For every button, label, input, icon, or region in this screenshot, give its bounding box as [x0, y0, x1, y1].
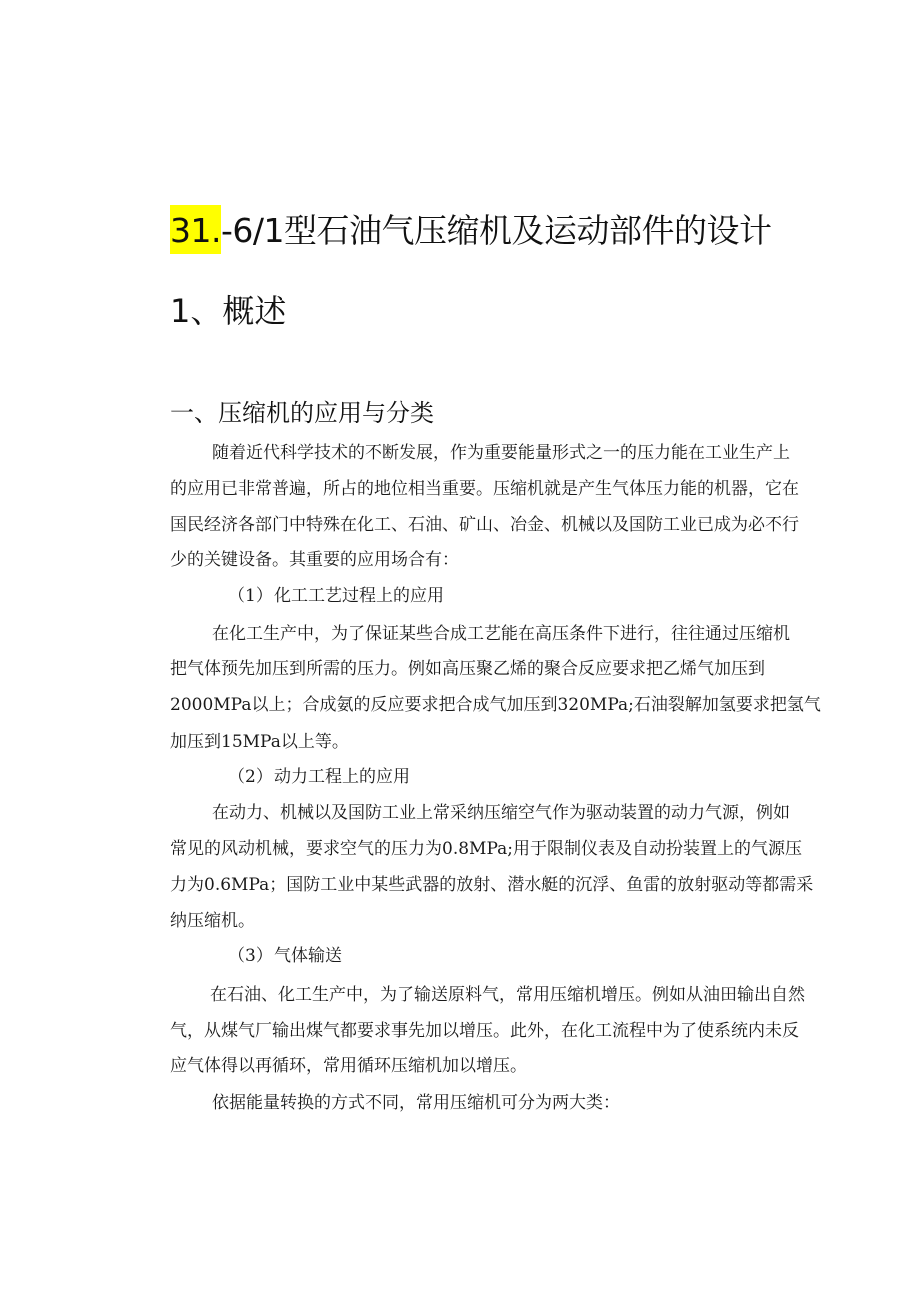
paragraph-line: 纳压缩机。 — [170, 911, 255, 931]
paragraph-line: 依据能量转换的方式不同，常用压缩机可分为两大类： — [212, 1093, 620, 1113]
paragraph-line: 国民经济各部门中特殊在化工、石油、矿山、冶金、机械以及国防工业已成为必不行 — [170, 515, 799, 535]
paragraph-line: 的应用已非常普遍，所占的地位相当重要。压缩机就是产生气体压力能的机器，它在 — [170, 479, 799, 499]
paragraph-line: 应气体得以再循环，常用循环压缩机加以增压。 — [170, 1056, 527, 1076]
section-heading: 1、概述 — [170, 292, 287, 330]
paragraph-line: 常见的风动机械，要求空气的压力为0.8MPa;用于限制仪表及自动扮装置上的气源压 — [170, 839, 802, 859]
paragraph-line: 把气体预先加压到所需的压力。例如高压聚乙烯的聚合反应要求把乙烯气加压到 — [170, 659, 765, 679]
list-item-number: （3） — [228, 946, 273, 966]
highlighted-text: 31. — [170, 205, 221, 254]
list-item-heading — [228, 944, 342, 968]
paragraph-line: 力为0.6MPa；国防工业中某些武器的放射、潜水艇的沉浮、鱼雷的放射驱动等都需采 — [170, 875, 814, 895]
paragraph-line: 在石油、化工生产中，为了输送原料气，常用压缩机增压。例如从油田输出自然 — [210, 985, 805, 1005]
list-item-label: 化工工艺过程上的应用 — [274, 586, 444, 606]
paragraph-line: 在化工生产中，为了保证某些合成工艺能在高压条件下进行，往往通过压缩机 — [212, 624, 790, 644]
paragraph-line: 气，从煤气厂输出煤气都要求事先加以增压。此外，在化工流程中为了使系统内未反 — [170, 1021, 799, 1041]
list-item-heading — [228, 765, 410, 789]
paragraph-line: 加压到15MPa以上等。 — [170, 732, 349, 752]
paragraph-line: 2000MPa以上；合成氨的反应要求把合成气加压到320MPa;石油裂解加氢要求把氢气 — [170, 695, 821, 715]
list-item-number: （2） — [228, 767, 273, 787]
list-item-number: （1） — [228, 586, 273, 606]
paragraph-line: 在动力、机械以及国防工业上常采纳压缩空气作为驱动装置的动力气源，例如 — [212, 803, 790, 823]
document-title — [170, 205, 772, 252]
list-item-label: 动力工程上的应用 — [274, 767, 410, 787]
list-item-heading — [228, 584, 444, 608]
list-item-label: 气体输送 — [274, 946, 342, 966]
subsection-heading: 一、压缩机的应用与分类 — [170, 399, 434, 427]
paragraph-line: 少的关键设备。其重要的应用场合有： — [170, 550, 459, 570]
title-text: -6/1型石油气压缩机及运动部件的设计 — [220, 211, 772, 250]
paragraph-line: 随着近代科学技术的不断发展，作为重要能量形式之一的压力能在工业生产上 — [212, 443, 790, 463]
